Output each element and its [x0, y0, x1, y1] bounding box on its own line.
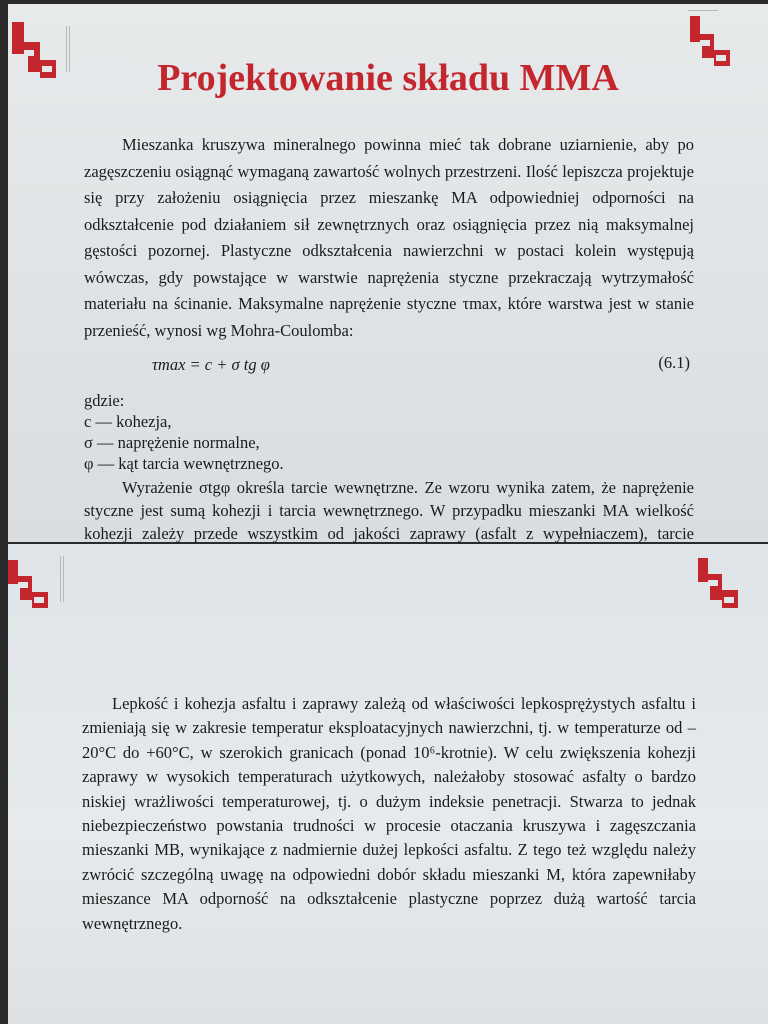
formula-number: (6.1): [658, 353, 690, 372]
logo-icon: [4, 550, 66, 612]
slide-1-body: [84, 132, 694, 568]
paragraph-2: Wyrażenie σtgφ określa tarcie wewnętrzne. Ze wzoru wynika zatem, że naprężenie styczne jest sumą kohezji i tarcia wewnętrznego. W przypadku mieszanki MA wielkość kohezji zależy przede wszystkim od jakości zaprawy (asfalt z wypełniaczem), tarcie: [84, 478, 694, 543]
university-logo-left: [4, 550, 66, 612]
slide-2: [8, 544, 768, 1024]
formula-row: [84, 346, 694, 386]
mohr-coulomb-formula: τmax = c + σ tg φ: [152, 355, 270, 374]
university-logo-right: [694, 550, 756, 612]
legend-item-cohesion: c — kohezja,: [84, 412, 172, 431]
paragraph-3: Lepkość i kohezja asfaltu i zaprawy zależą od właściwości lepkosprężystych asfaltu i zmieniają się w zakresie temperatur eksploatacyjnych nawierzchni, tj. w temperaturze od –20°C do +60°C, w szerokich granicach (ponad 10⁶-krotnie). W celu zwiększenia kohezji zaprawy w wysokich temperaturach użytkowych, należałoby stosować asfalty o bardzo niskiej wrażliwości temperaturowej, tj. o dużym indeksie penetracji. Stwarza to jednak niebezpieczeństwo powstania trudności w procesie otaczania kruszywa i zagęszczania mieszanki MB, wynikające z nadmiernie dużej lepkości asfaltu. Z tego też względu należy zwrócić szczególną uwagę na odpowiedni dobór składu mieszanki M, która zapewniłaby mieszance MA odporność na odkształcenie plastyczne poprzez dużą wartość tarcia wewnętrznego.: [82, 694, 696, 933]
legend-item-normal-stress: σ — naprężenie normalne,: [84, 433, 260, 452]
slide-title: Projektowanie składu MMA: [157, 57, 619, 99]
paragraph-1: Mieszanka kruszywa mineralnego powinna mieć tak dobrane uziarnienie, aby po zagęszczeniu osiągnąć wymaganą zawartość wolnych przestrzeni. Ilość lepiszcza projektuje się przy założeniu osiągnięcia przez mieszankę MA odpowiedniej odporności na odkształcenie pod działaniem sił zewnętrznych oraz osiągnięcia przez nią maksymalnej gęstości pozornej. Plastyczne odkształcenia nawierzchni w postaci kolein występują wówczas, gdy powstające w warstwie naprężenia styczne przekraczają wytrzymałość materiału na ścinanie. Maksymalne naprężenie styczne τmax, które warstwa jest w stanie przenieść, wynosi wg Mohra-Coulomba:: [84, 135, 694, 340]
slide-2-body: [82, 692, 696, 936]
legend-intro: gdzie:: [84, 391, 125, 410]
slide-1: [8, 4, 768, 542]
logo-icon: [694, 550, 756, 612]
legend-item-friction-angle: φ — kąt tarcia wewnętrznego.: [84, 454, 284, 473]
